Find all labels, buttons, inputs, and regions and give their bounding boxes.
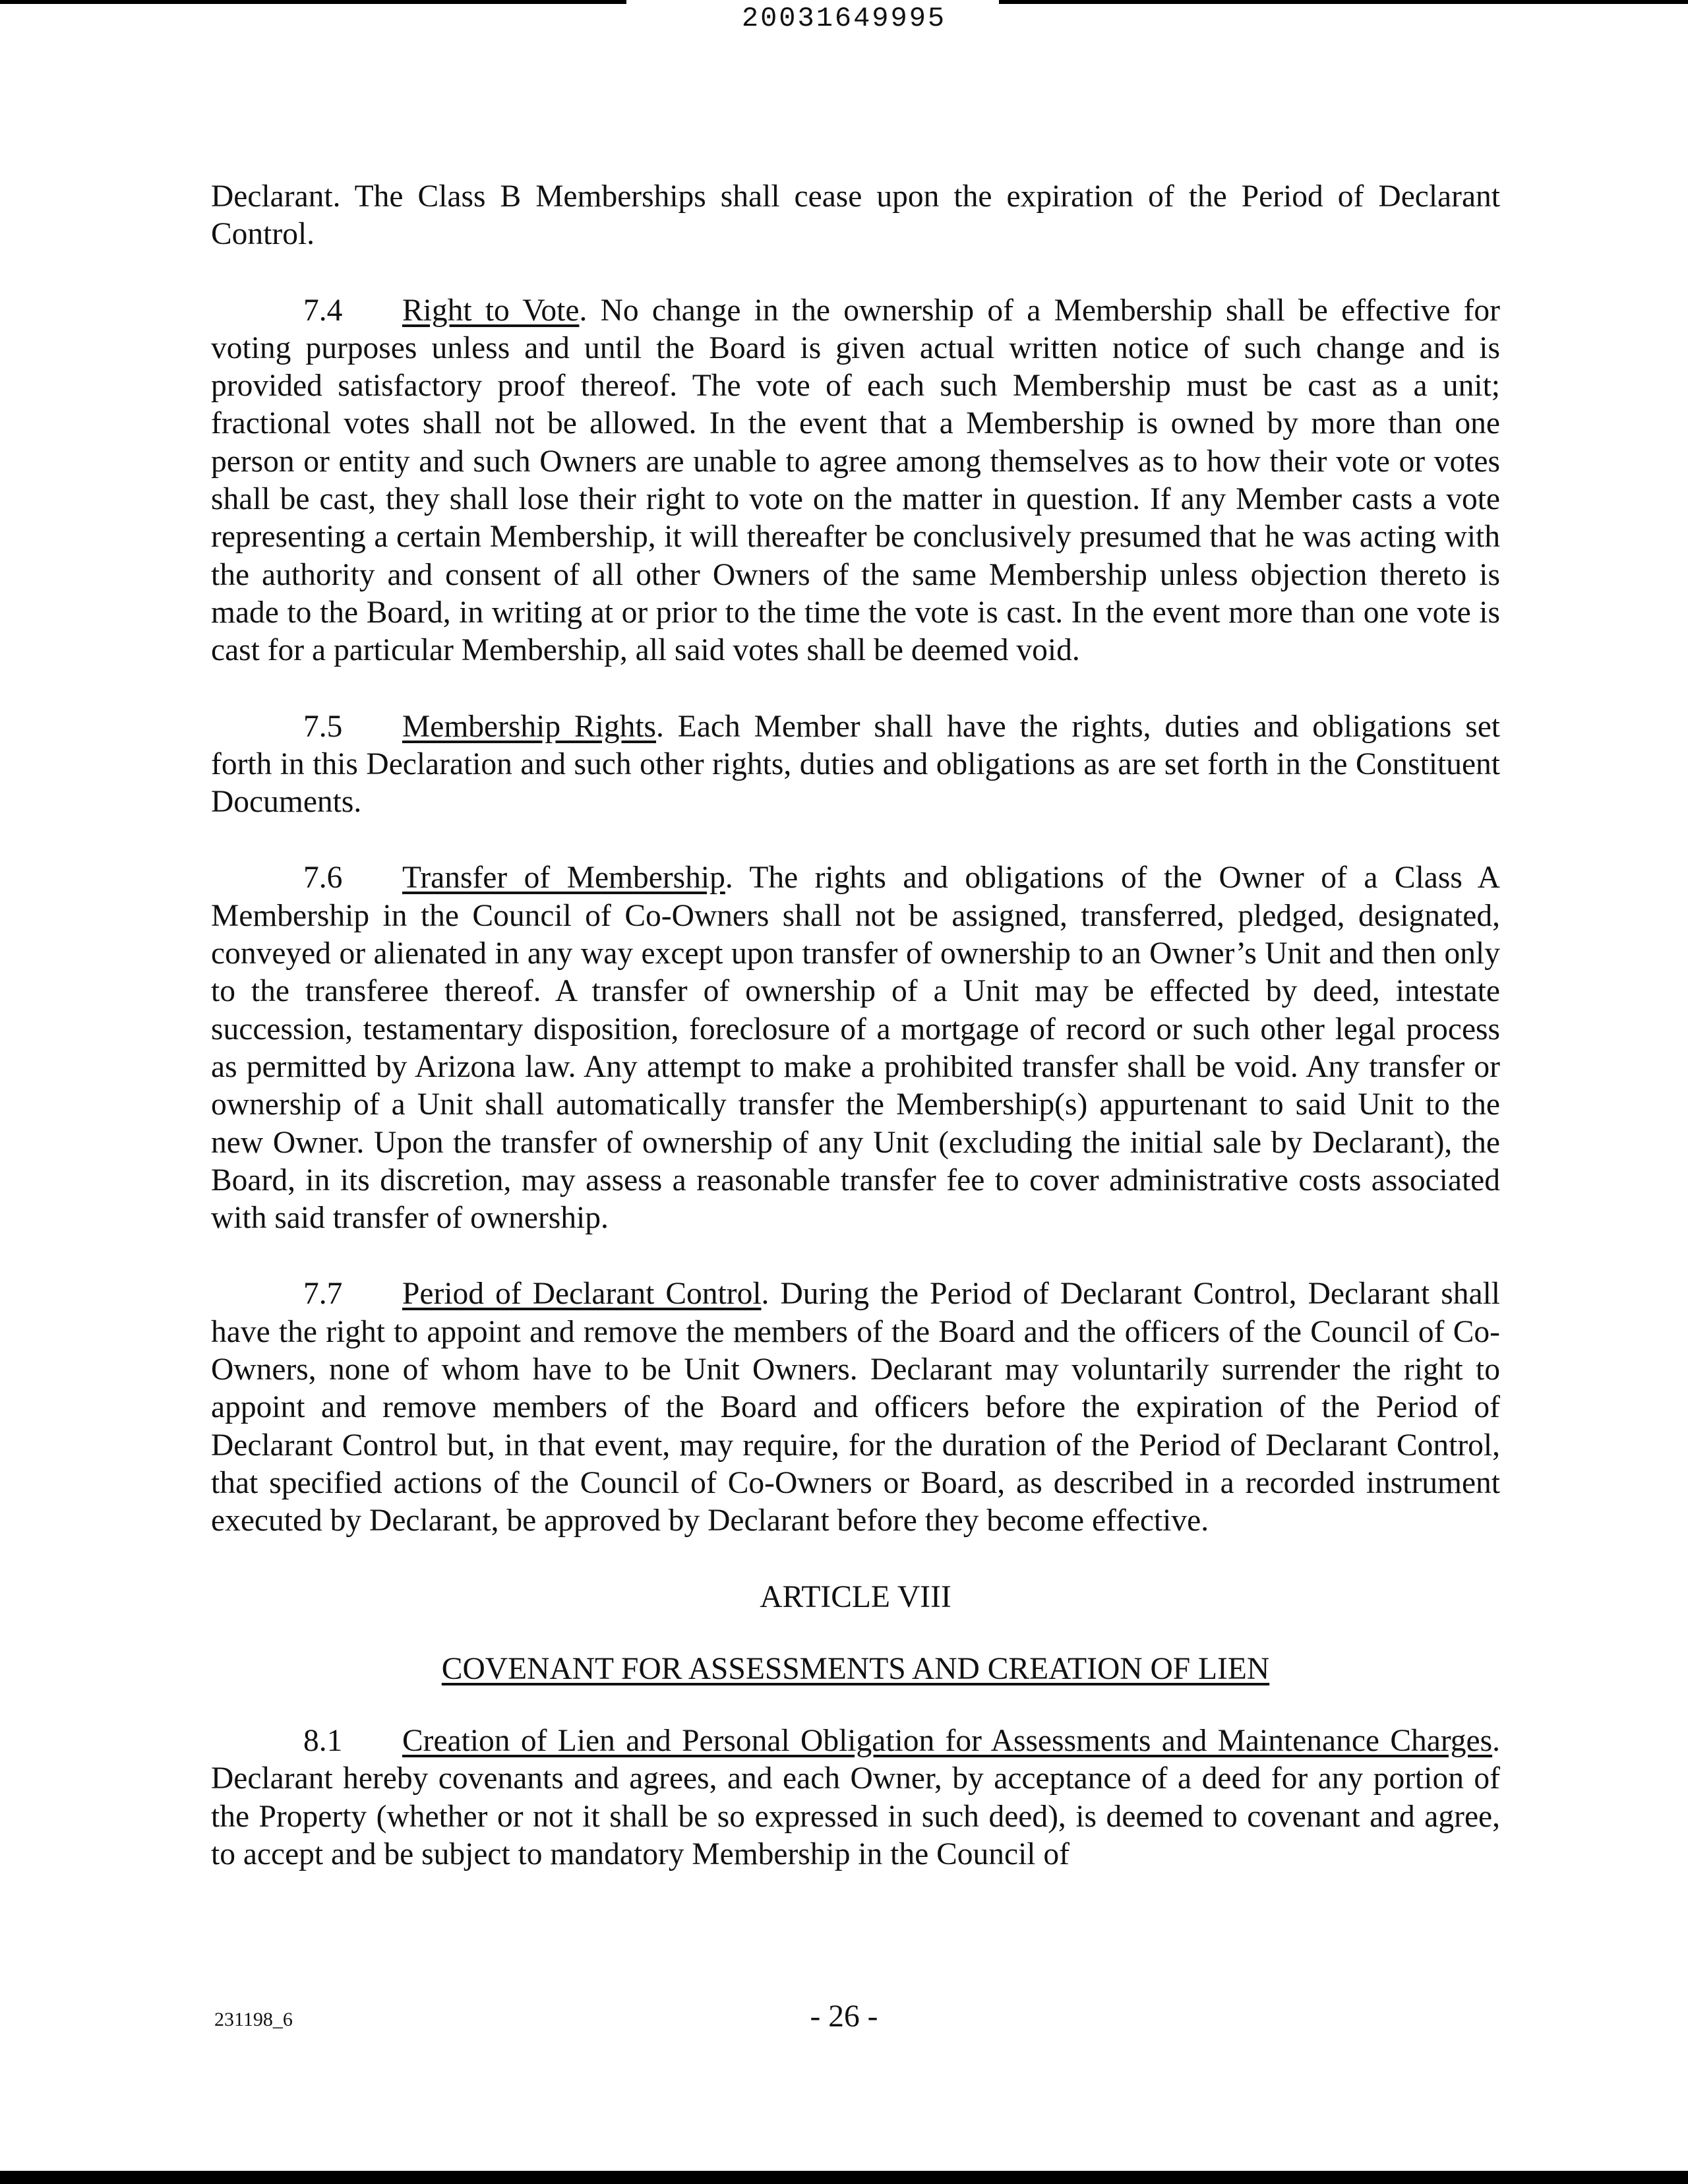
section-number: 7.5	[303, 709, 343, 744]
section-body: . No change in the ownership of a Membership shall be effective for voting purposes unless and until the Board is given actual written notice of such change and is provided satisfactory proof thereof. The vote of each such Membership must be cast as a unit; fractional votes shall not be allowed. In the event that a Membership is owned by more than one person or entity and such Owners are unable to agree among themselves as to how their vote or votes shall be cast, they shall lose their right to vote on the matter in question. If any Member casts a vote representing a certain Membership, it will thereafter be conclusively presumed that he was acting with the authority and consent of all other Owners of the same Membership unless objection thereto is made to the Board, in writing at or prior to the time the vote is cast. In the event more than one vote is cast for a particular Membership, all said votes shall be deemed void.	[211, 293, 1500, 668]
section-heading: Right to Vote	[402, 293, 580, 328]
section-heading: Creation of Lien and Personal Obligation for Assessments and Maintenance Charges	[402, 1724, 1493, 1759]
section-7-6	[211, 859, 1500, 1237]
scan-border-bottom	[0, 2171, 1688, 2184]
section-7-5	[211, 708, 1500, 822]
section-8-1	[211, 1722, 1500, 1873]
section-heading: Transfer of Membership	[402, 861, 725, 895]
section-heading: Membership Rights	[402, 709, 657, 744]
section-body: . The rights and obligations of the Owner of a Class A Membership in the Council of Co-Owners shall not be assigned, transferred, pledged, designated, conveyed or alienated in any way except upon transfer of ownership to an Owner’s Unit and then only to the transferee thereof. A transfer of ownership of a Unit may be effected by deed, intestate succession, testamentary disposition, foreclosure of a mortgage of record or such other legal process as permitted by Arizona law. Any attempt to make a prohibited transfer shall be void. Any transfer or ownership of a Unit shall automatically transfer the Membership(s) appurtenant to said Unit to the new Owner. Upon the transfer of ownership of any Unit (excluding the initial sale by Declarant), the Board, in its discretion, may assess a reasonable transfer fee to cover administrative costs associated with said transfer of ownership.	[211, 861, 1500, 1236]
section-7-4	[211, 292, 1500, 670]
section-body: . Each Member shall have the rights, duties and obligations set forth in this Declaration and such other rights, duties and obligations as are set forth in the Constituent Documents.	[211, 709, 1500, 820]
paragraph-continuation: Declarant. The Class B Memberships shall cease upon the expiration of the Period of Declarant Control.	[211, 179, 1500, 252]
footer-page-number: - 26 -	[810, 1999, 878, 2034]
section-7-7	[211, 1275, 1500, 1540]
section-number: 8.1	[303, 1724, 343, 1759]
section-body: . During the Period of Declarant Control, Declarant shall have the right to appoint and remove the members of the Board and the officers of the Council of Co-Owners, none of whom have to be Unit Owners. Declarant may voluntarily surrender the right to appoint and remove members of the Board and officers before the expiration of the Period of Declarant Control but, in that event, may require, for the duration of the Period of Declarant Control, that specified actions of the Council of Co-Owners or Board, as described in a recorded instrument executed by Declarant, be approved by Declarant before they become effective.	[211, 1277, 1500, 1538]
section-heading: Period of Declarant Control	[402, 1277, 762, 1312]
footer-document-id: 231198_6	[214, 2009, 293, 2030]
section-number: 7.4	[303, 293, 343, 328]
section-number: 7.7	[303, 1277, 343, 1312]
document-recording-number: 20031649995	[741, 3, 947, 34]
document-page	[211, 178, 1500, 1912]
article-subtitle: COVENANT FOR ASSESSMENTS AND CREATION OF LIEN	[441, 1651, 1270, 1686]
section-body: . Declarant hereby covenants and agrees, and each Owner, by acceptance of a deed for any portion of the Property (whether or not it shall be so expressed in such deed), is deemed to covenant and agree, to accept and be subject to mandatory Membership in the Council of	[211, 1724, 1500, 1871]
article-title: ARTICLE VIII	[760, 1579, 951, 1614]
section-number: 7.6	[303, 861, 343, 895]
